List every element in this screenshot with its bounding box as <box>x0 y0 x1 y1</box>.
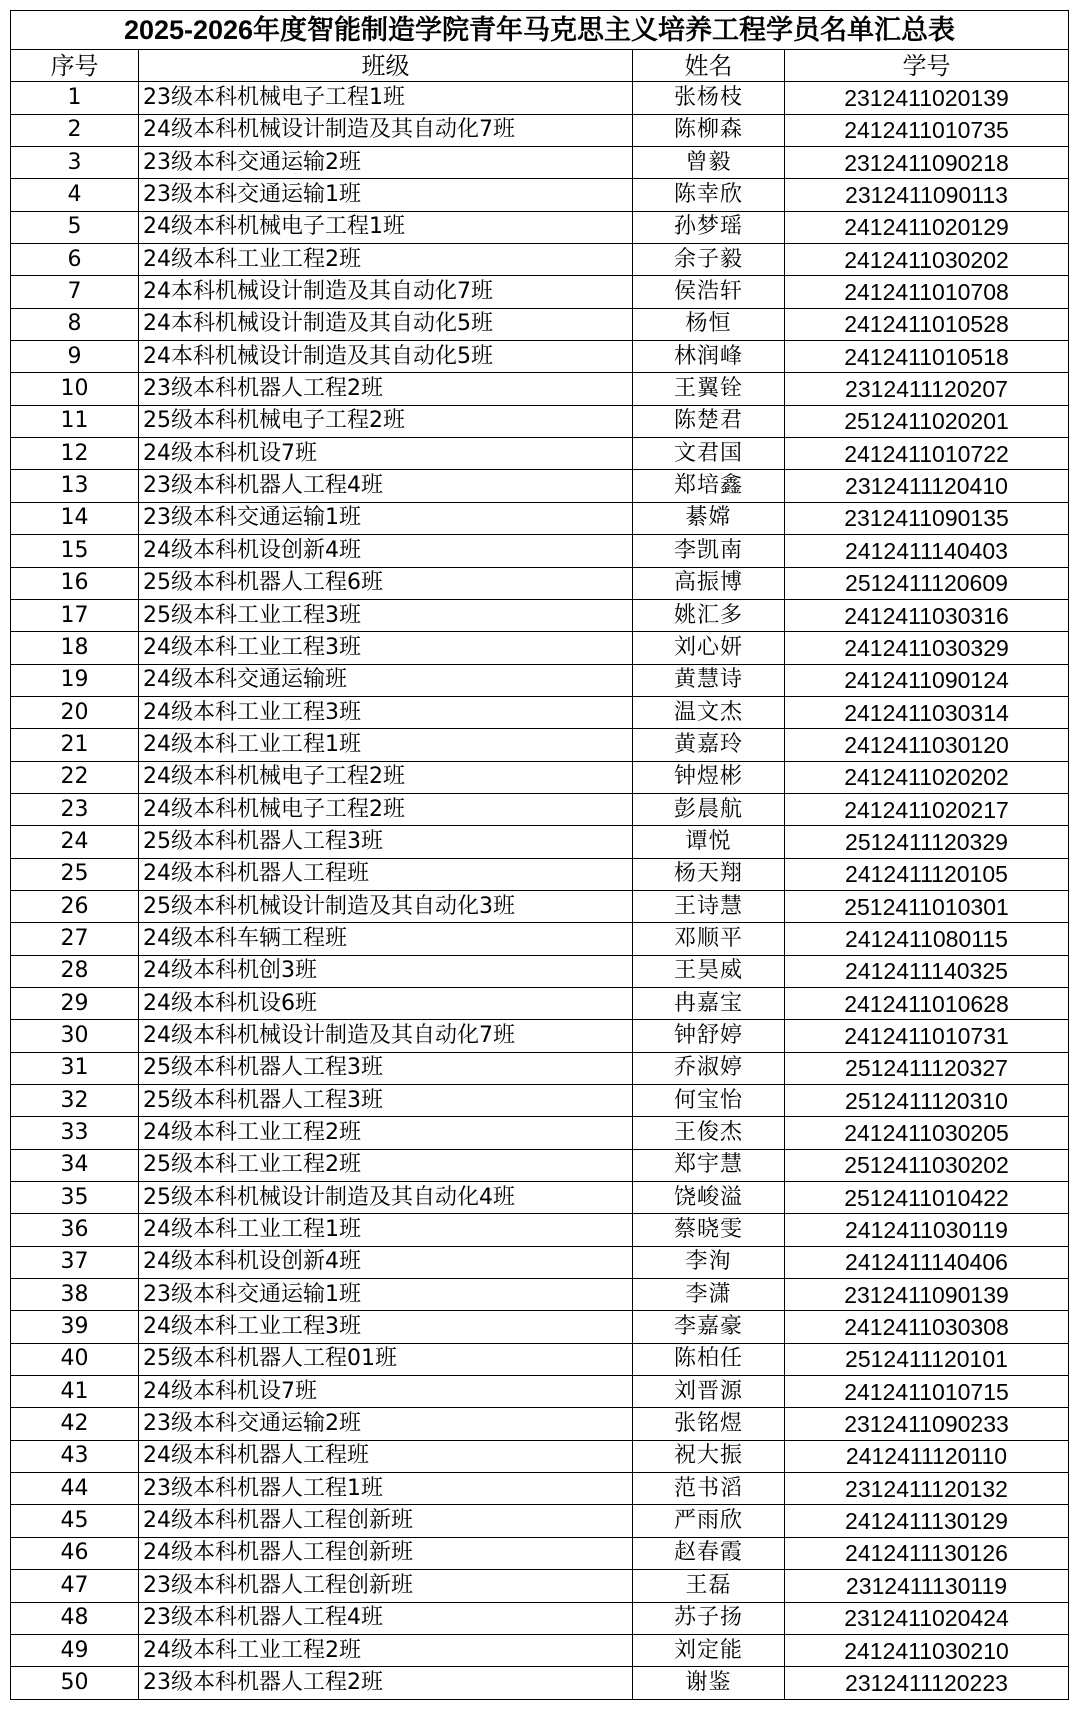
cell-name: 张杨枝 <box>633 82 785 114</box>
table-row <box>11 1537 1069 1569</box>
cell-class: 23级本科交通运输1班 <box>139 179 633 211</box>
cell-index: 9 <box>11 341 139 373</box>
cell-class: 25级本科机器人工程01班 <box>139 1343 633 1375</box>
cell-name: 刘定能 <box>633 1634 785 1666</box>
cell-student-id: 2412411140403 <box>785 535 1069 567</box>
cell-student-id: 2512411010422 <box>785 1182 1069 1214</box>
cell-name: 郑培鑫 <box>633 470 785 502</box>
cell-name: 高振博 <box>633 567 785 599</box>
cell-index: 11 <box>11 405 139 437</box>
cell-index: 24 <box>11 826 139 858</box>
cell-class: 24级本科工业工程2班 <box>139 1117 633 1149</box>
table-row <box>11 211 1069 243</box>
cell-class: 23级本科交通运输2班 <box>139 1408 633 1440</box>
cell-student-id: 2412411020129 <box>785 211 1069 243</box>
table-row <box>11 1182 1069 1214</box>
table-row <box>11 1343 1069 1375</box>
cell-name: 郑宇慧 <box>633 1149 785 1181</box>
cell-index: 40 <box>11 1343 139 1375</box>
table-row <box>11 858 1069 890</box>
cell-student-id: 2412411120110 <box>785 1440 1069 1472</box>
cell-class: 24本科机械设计制造及其自动化7班 <box>139 276 633 308</box>
cell-class: 24本科机械设计制造及其自动化5班 <box>139 308 633 340</box>
table-row <box>11 470 1069 502</box>
cell-student-id: 2412411010518 <box>785 341 1069 373</box>
cell-student-id: 2412411030205 <box>785 1117 1069 1149</box>
cell-index: 7 <box>11 276 139 308</box>
cell-name: 王俊杰 <box>633 1117 785 1149</box>
cell-index: 16 <box>11 567 139 599</box>
table-row <box>11 599 1069 631</box>
cell-class: 25级本科工业工程3班 <box>139 599 633 631</box>
table-row <box>11 1408 1069 1440</box>
cell-student-id: 2412411030119 <box>785 1214 1069 1246</box>
table-row <box>11 405 1069 437</box>
cell-student-id: 2312411130119 <box>785 1570 1069 1602</box>
cell-student-id: 2412411010735 <box>785 114 1069 146</box>
cell-class: 24级本科机械设计制造及其自动化7班 <box>139 114 633 146</box>
cell-name: 范书滔 <box>633 1473 785 1505</box>
cell-student-id: 2312411090233 <box>785 1408 1069 1440</box>
table-row <box>11 1634 1069 1666</box>
cell-class: 24级本科机器人工程班 <box>139 858 633 890</box>
table-row <box>11 1149 1069 1181</box>
cell-index: 42 <box>11 1408 139 1440</box>
table-row <box>11 535 1069 567</box>
table-row <box>11 1214 1069 1246</box>
cell-student-id: 2312411020424 <box>785 1602 1069 1634</box>
cell-index: 5 <box>11 211 139 243</box>
table-row <box>11 1246 1069 1278</box>
cell-index: 29 <box>11 987 139 1019</box>
cell-student-id: 2412411090124 <box>785 664 1069 696</box>
table-row <box>11 729 1069 761</box>
table-row <box>11 308 1069 340</box>
cell-student-id: 2412411120105 <box>785 858 1069 890</box>
cell-student-id: 2412411130126 <box>785 1537 1069 1569</box>
cell-name: 王诗慧 <box>633 890 785 922</box>
cell-student-id: 2412411080115 <box>785 923 1069 955</box>
cell-class: 23级本科机器人工程4班 <box>139 470 633 502</box>
cell-student-id: 2412411030120 <box>785 729 1069 761</box>
cell-index: 13 <box>11 470 139 502</box>
cell-index: 28 <box>11 955 139 987</box>
cell-name: 侯浩轩 <box>633 276 785 308</box>
cell-name: 蔡晓雯 <box>633 1214 785 1246</box>
header-student-id: 学号 <box>785 50 1069 82</box>
table-row <box>11 1117 1069 1149</box>
cell-index: 15 <box>11 535 139 567</box>
cell-class: 24级本科机械电子工程2班 <box>139 761 633 793</box>
table-row <box>11 696 1069 728</box>
cell-class: 24级本科机器人工程班 <box>139 1440 633 1472</box>
cell-student-id: 2312411020139 <box>785 82 1069 114</box>
cell-name: 王昊威 <box>633 955 785 987</box>
cell-student-id: 2512411120329 <box>785 826 1069 858</box>
table-row <box>11 1440 1069 1472</box>
table-row <box>11 1085 1069 1117</box>
table-row <box>11 114 1069 146</box>
header-row <box>11 50 1069 82</box>
table-row <box>11 955 1069 987</box>
cell-index: 48 <box>11 1602 139 1634</box>
cell-class: 25级本科机械电子工程2班 <box>139 405 633 437</box>
cell-index: 35 <box>11 1182 139 1214</box>
cell-class: 23级本科机器人工程1班 <box>139 1473 633 1505</box>
cell-name: 曾毅 <box>633 147 785 179</box>
cell-index: 45 <box>11 1505 139 1537</box>
cell-name: 姚汇多 <box>633 599 785 631</box>
cell-class: 24级本科机创3班 <box>139 955 633 987</box>
cell-class: 24级本科机器人工程创新班 <box>139 1537 633 1569</box>
table-body <box>11 82 1069 1699</box>
table-row <box>11 987 1069 1019</box>
cell-name: 杨天翔 <box>633 858 785 890</box>
cell-class: 24级本科工业工程3班 <box>139 632 633 664</box>
table-row <box>11 567 1069 599</box>
cell-class: 24级本科交通运输班 <box>139 664 633 696</box>
cell-name: 李嘉豪 <box>633 1311 785 1343</box>
table-row <box>11 341 1069 373</box>
cell-class: 25级本科机器人工程6班 <box>139 567 633 599</box>
cell-class: 24级本科机械电子工程2班 <box>139 793 633 825</box>
cell-name: 冉嘉宝 <box>633 987 785 1019</box>
cell-index: 14 <box>11 502 139 534</box>
cell-class: 24级本科机设7班 <box>139 1376 633 1408</box>
cell-name: 谭悦 <box>633 826 785 858</box>
table-head <box>11 11 1069 82</box>
cell-student-id: 2312411120223 <box>785 1667 1069 1699</box>
table-row <box>11 664 1069 696</box>
cell-name: 杨恒 <box>633 308 785 340</box>
table-title: 2025-2026年度智能制造学院青年马克思主义培养工程学员名单汇总表 <box>11 11 1069 50</box>
cell-index: 32 <box>11 1085 139 1117</box>
table-row <box>11 244 1069 276</box>
cell-name: 李潇 <box>633 1279 785 1311</box>
cell-index: 23 <box>11 793 139 825</box>
cell-name: 李凯南 <box>633 535 785 567</box>
cell-name: 孙梦瑶 <box>633 211 785 243</box>
cell-index: 25 <box>11 858 139 890</box>
cell-index: 4 <box>11 179 139 211</box>
cell-name: 饶峻溢 <box>633 1182 785 1214</box>
table-row <box>11 147 1069 179</box>
table-row <box>11 438 1069 470</box>
cell-student-id: 2512411120609 <box>785 567 1069 599</box>
cell-class: 24级本科工业工程1班 <box>139 1214 633 1246</box>
cell-class: 23级本科交通运输2班 <box>139 147 633 179</box>
cell-name: 王磊 <box>633 1570 785 1602</box>
cell-index: 21 <box>11 729 139 761</box>
cell-name: 赵春霞 <box>633 1537 785 1569</box>
cell-class: 24级本科机设创新4班 <box>139 535 633 567</box>
cell-class: 24级本科机设创新4班 <box>139 1246 633 1278</box>
table-row <box>11 1570 1069 1602</box>
cell-index: 17 <box>11 599 139 631</box>
cell-class: 25级本科机器人工程3班 <box>139 1052 633 1084</box>
table-row <box>11 761 1069 793</box>
cell-index: 19 <box>11 664 139 696</box>
cell-student-id: 2512411120310 <box>785 1085 1069 1117</box>
cell-name: 陈柳森 <box>633 114 785 146</box>
cell-student-id: 2512411020201 <box>785 405 1069 437</box>
cell-class: 23级本科机器人工程4班 <box>139 1602 633 1634</box>
cell-student-id: 2412411140406 <box>785 1246 1069 1278</box>
cell-student-id: 2412411010731 <box>785 1020 1069 1052</box>
cell-index: 1 <box>11 82 139 114</box>
cell-class: 24级本科工业工程3班 <box>139 1311 633 1343</box>
cell-student-id: 2412411010528 <box>785 308 1069 340</box>
cell-name: 黄嘉玲 <box>633 729 785 761</box>
cell-index: 22 <box>11 761 139 793</box>
cell-student-id: 2412411030210 <box>785 1634 1069 1666</box>
cell-name: 张铭煜 <box>633 1408 785 1440</box>
cell-name: 李洵 <box>633 1246 785 1278</box>
cell-class: 23级本科机器人工程创新班 <box>139 1570 633 1602</box>
cell-student-id: 2312411120207 <box>785 373 1069 405</box>
cell-class: 24级本科机设6班 <box>139 987 633 1019</box>
cell-name: 乔淑婷 <box>633 1052 785 1084</box>
cell-student-id: 2412411020202 <box>785 761 1069 793</box>
cell-index: 6 <box>11 244 139 276</box>
cell-index: 30 <box>11 1020 139 1052</box>
cell-name: 余子毅 <box>633 244 785 276</box>
cell-name: 陈柏任 <box>633 1343 785 1375</box>
cell-class: 23级本科交通运输1班 <box>139 1279 633 1311</box>
cell-student-id: 2412411130129 <box>785 1505 1069 1537</box>
cell-class: 23级本科机器人工程2班 <box>139 1667 633 1699</box>
cell-index: 33 <box>11 1117 139 1149</box>
cell-class: 24级本科车辆工程班 <box>139 923 633 955</box>
cell-class: 24级本科工业工程1班 <box>139 729 633 761</box>
cell-class: 25级本科机器人工程3班 <box>139 1085 633 1117</box>
cell-name: 陈楚君 <box>633 405 785 437</box>
cell-index: 47 <box>11 1570 139 1602</box>
cell-index: 2 <box>11 114 139 146</box>
cell-index: 31 <box>11 1052 139 1084</box>
cell-index: 18 <box>11 632 139 664</box>
table-row <box>11 502 1069 534</box>
table-row <box>11 1279 1069 1311</box>
cell-name: 何宝怡 <box>633 1085 785 1117</box>
cell-index: 38 <box>11 1279 139 1311</box>
table-row <box>11 923 1069 955</box>
cell-name: 彭晨航 <box>633 793 785 825</box>
table-row <box>11 1602 1069 1634</box>
cell-student-id: 2412411030329 <box>785 632 1069 664</box>
cell-index: 43 <box>11 1440 139 1472</box>
cell-student-id: 2412411030202 <box>785 244 1069 276</box>
cell-student-id: 2412411010722 <box>785 438 1069 470</box>
cell-student-id: 2512411030202 <box>785 1149 1069 1181</box>
cell-name: 苏子扬 <box>633 1602 785 1634</box>
cell-index: 3 <box>11 147 139 179</box>
table-row <box>11 82 1069 114</box>
cell-name: 谢鉴 <box>633 1667 785 1699</box>
header-index: 序号 <box>11 50 139 82</box>
table-row <box>11 1473 1069 1505</box>
cell-index: 26 <box>11 890 139 922</box>
cell-student-id: 2412411020217 <box>785 793 1069 825</box>
cell-index: 49 <box>11 1634 139 1666</box>
cell-index: 27 <box>11 923 139 955</box>
cell-class: 25级本科工业工程2班 <box>139 1149 633 1181</box>
table-row <box>11 1311 1069 1343</box>
cell-student-id: 2312411120410 <box>785 470 1069 502</box>
cell-student-id: 2412411140325 <box>785 955 1069 987</box>
table-row <box>11 1505 1069 1537</box>
cell-student-id: 2412411010708 <box>785 276 1069 308</box>
table-row <box>11 179 1069 211</box>
table-row <box>11 632 1069 664</box>
cell-name: 祝大振 <box>633 1440 785 1472</box>
cell-name: 黄慧诗 <box>633 664 785 696</box>
cell-index: 46 <box>11 1537 139 1569</box>
cell-class: 24级本科工业工程2班 <box>139 1634 633 1666</box>
cell-name: 严雨欣 <box>633 1505 785 1537</box>
table-row <box>11 793 1069 825</box>
table-row <box>11 276 1069 308</box>
cell-name: 温文杰 <box>633 696 785 728</box>
table-row <box>11 826 1069 858</box>
cell-student-id: 2312411120132 <box>785 1473 1069 1505</box>
table-row <box>11 1376 1069 1408</box>
cell-class: 25级本科机械设计制造及其自动化4班 <box>139 1182 633 1214</box>
table-row <box>11 1020 1069 1052</box>
cell-name: 文君国 <box>633 438 785 470</box>
cell-class: 24级本科机设7班 <box>139 438 633 470</box>
cell-name: 林润峰 <box>633 341 785 373</box>
cell-class: 24本科机械设计制造及其自动化5班 <box>139 341 633 373</box>
cell-name: 钟煜彬 <box>633 761 785 793</box>
cell-student-id: 2312411090218 <box>785 147 1069 179</box>
cell-name: 刘心妍 <box>633 632 785 664</box>
cell-class: 23级本科机械电子工程1班 <box>139 82 633 114</box>
cell-class: 23级本科交通运输1班 <box>139 502 633 534</box>
cell-student-id: 2412411010715 <box>785 1376 1069 1408</box>
roster-table <box>10 10 1069 1700</box>
table-row <box>11 1667 1069 1699</box>
cell-class: 24级本科机器人工程创新班 <box>139 1505 633 1537</box>
cell-name: 陈幸欣 <box>633 179 785 211</box>
cell-index: 39 <box>11 1311 139 1343</box>
cell-student-id: 2412411010628 <box>785 987 1069 1019</box>
cell-student-id: 2512411120327 <box>785 1052 1069 1084</box>
header-name: 姓名 <box>633 50 785 82</box>
cell-index: 41 <box>11 1376 139 1408</box>
cell-index: 12 <box>11 438 139 470</box>
cell-student-id: 2412411030316 <box>785 599 1069 631</box>
cell-name: 綦嫦 <box>633 502 785 534</box>
table-row <box>11 1052 1069 1084</box>
cell-name: 王翼铨 <box>633 373 785 405</box>
cell-index: 36 <box>11 1214 139 1246</box>
cell-class: 23级本科机器人工程2班 <box>139 373 633 405</box>
cell-class: 25级本科机器人工程3班 <box>139 826 633 858</box>
cell-class: 25级本科机械设计制造及其自动化3班 <box>139 890 633 922</box>
cell-index: 34 <box>11 1149 139 1181</box>
cell-index: 50 <box>11 1667 139 1699</box>
cell-student-id: 2312411090135 <box>785 502 1069 534</box>
cell-index: 20 <box>11 696 139 728</box>
cell-name: 刘晋源 <box>633 1376 785 1408</box>
cell-index: 8 <box>11 308 139 340</box>
header-class: 班级 <box>139 50 633 82</box>
cell-student-id: 2512411010301 <box>785 890 1069 922</box>
cell-student-id: 2312411090139 <box>785 1279 1069 1311</box>
title-row <box>11 11 1069 50</box>
cell-student-id: 2312411090113 <box>785 179 1069 211</box>
cell-name: 钟舒婷 <box>633 1020 785 1052</box>
cell-class: 24级本科机械电子工程1班 <box>139 211 633 243</box>
cell-name: 邓顺平 <box>633 923 785 955</box>
cell-student-id: 2412411030314 <box>785 696 1069 728</box>
cell-class: 24级本科机械设计制造及其自动化7班 <box>139 1020 633 1052</box>
cell-index: 10 <box>11 373 139 405</box>
cell-student-id: 2512411120101 <box>785 1343 1069 1375</box>
cell-index: 37 <box>11 1246 139 1278</box>
table-row <box>11 890 1069 922</box>
cell-class: 24级本科工业工程2班 <box>139 244 633 276</box>
table-row <box>11 373 1069 405</box>
cell-class: 24级本科工业工程3班 <box>139 696 633 728</box>
cell-index: 44 <box>11 1473 139 1505</box>
cell-student-id: 2412411030308 <box>785 1311 1069 1343</box>
